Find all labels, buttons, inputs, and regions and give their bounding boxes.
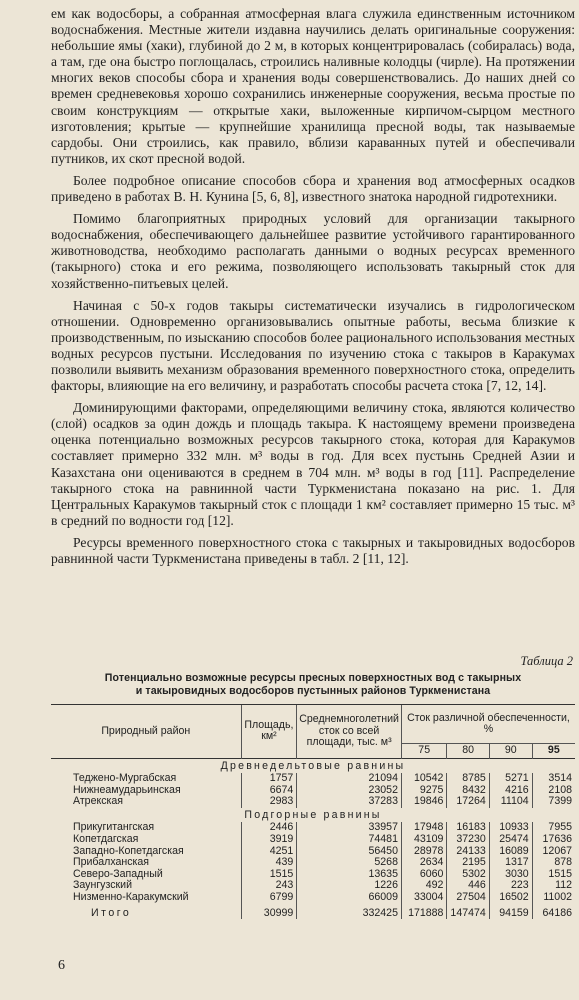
area-value: 3919	[241, 834, 297, 846]
p80-value: 17264	[447, 796, 489, 808]
table-title-line: и такыровидных водосборов пустынных районов Туркменистана	[135, 685, 491, 697]
area-value: 2446	[241, 822, 297, 834]
area-value: 243	[241, 880, 297, 892]
paragraph: Более подробное описание способов сбора и хранения вод атмосферных осадков приведено в работах В. Н. Кунина [5, 6, 8], известного знатока народной гидротехники.	[51, 172, 575, 205]
paragraph: Помимо благоприятных природных условий для организации такырного водоснабжения, обеспечивающего дальнейшее развитие устойчивого гарантированного животноводства, необходимо располагать данными о водных ресурсах временного (такырного) стока и его режима, позволяющего использовать такырный сток для хозяйственно-питьевых целей.	[51, 211, 575, 291]
region-name: Северо-Западный	[73, 867, 163, 880]
p90-value: 94159	[489, 904, 532, 920]
p80-value: 446	[447, 880, 489, 892]
p95-value: 878	[532, 857, 575, 869]
p75-value: 19846	[401, 796, 446, 808]
mean-value: 66009	[297, 892, 402, 904]
area-value: 439	[241, 857, 297, 869]
paragraph: Ресурсы временного поверхностного стока с такырных и такыровидных водосборов равнинной части Туркменистана приведены в табл. 2 [11, 12].	[51, 534, 575, 566]
p75-value: 28978	[401, 846, 446, 858]
header-p75: 75	[401, 744, 446, 759]
table-row	[51, 892, 575, 904]
runoff-table	[51, 704, 575, 919]
p80-value: 37230	[447, 834, 489, 846]
p75-value: 6060	[401, 869, 446, 881]
section-title: Древнедельтовые равнины	[220, 759, 406, 772]
p95-value: 2108	[532, 785, 575, 797]
p95-value: 1515	[532, 869, 575, 881]
header-area: Площадь, км²	[241, 705, 297, 759]
p80-value: 8785	[447, 773, 489, 785]
p95-value: 12067	[532, 846, 575, 858]
region-name: Заунгузский	[73, 879, 132, 892]
p80-value: 2195	[447, 857, 489, 869]
paragraph: ем как водосборы, а собранная атмосферная влага служила единственным источником водоснабжения. Местные жители издавна научились делать оригинальные сооружения: небольшие ямы (хаки), глубиной до 2 м, в которых концентрировалась (собиралась) вода, а там, где она быстро поглощалась, строились наливные колодцы (чирле). На протяжении многих веков способы сбора и хранения воды совершенствовались. До наших дней со времен средневековья хорошо сохранились инженерные сооружения, весьма простые по своим конструкциям — открытые хаки, выложенные кирпичом-сырцом местного изготовления; крытые — крупнейшие хранилища пресной воды, так называемые сардобы. Они строились, как правило, вблизи караванных путей и обеспечивали путников, их скот пресной водой.	[51, 6, 575, 166]
region-name: Атрекская	[73, 795, 124, 808]
mean-value: 23052	[297, 785, 402, 797]
total-row	[51, 904, 575, 920]
p95-value: 7955	[532, 822, 575, 834]
table-body	[51, 758, 575, 919]
mean-value: 56450	[297, 846, 402, 858]
header-region: Природный район	[51, 705, 241, 759]
p75-value: 17948	[401, 822, 446, 834]
header-p90: 90	[489, 744, 532, 759]
section-title: Подгорные равнины	[244, 808, 382, 821]
area-value: 30999	[241, 904, 297, 920]
region-name: Нижнеамударьинская	[73, 783, 181, 796]
table-title-line: Потенциально возможные ресурсы пресных поверхностных вод с такырных	[104, 672, 522, 684]
p90-value: 4216	[489, 785, 532, 797]
p90-value: 25474	[489, 834, 532, 846]
p90-value: 16089	[489, 846, 532, 858]
p90-value: 1317	[489, 857, 532, 869]
p95-value: 3514	[532, 773, 575, 785]
header-mean-runoff: Среднемноголетний сток со всей площади, тыс. м³	[297, 705, 402, 759]
region-name: Западно-Копетдагская	[73, 844, 184, 857]
header-p95: 95	[532, 744, 575, 759]
region-name: Прибалханская	[73, 856, 150, 869]
mean-value: 21094	[297, 773, 402, 785]
region-name: Теджено-Мургабская	[73, 772, 177, 785]
p80-value: 24133	[447, 846, 489, 858]
area-value: 2983	[241, 796, 297, 808]
mean-value: 13635	[297, 869, 402, 881]
p90-value: 223	[489, 880, 532, 892]
region-name: Низменно-Каракумский	[73, 891, 189, 904]
body-text	[51, 6, 575, 573]
area-value: 1515	[241, 869, 297, 881]
p75-value: 492	[401, 880, 446, 892]
table-row	[51, 785, 575, 797]
paragraph: Доминирующими факторами, определяющими величину стока, являются количество (слой) осадков за один дождь и площадь такыра. К настоящему времени произведена оценка потенциально возможных ресурсов такырного стока, которая для Каракумов составляет примерно 332 млн. м³ воды в год. Для всех пустынь Средней Азии и Казахстана они оцениваются в среднем в 704 млн. м³ воды в год [11]. Распределение такырного стока на равнинной части Туркменистана показано на рис. 1. Для Центральных Каракумов такырный сток с площади 1 км² составляет примерно 15 тыс. м³ в средний по водности год [12].	[51, 400, 575, 528]
p75-value: 10542	[401, 773, 446, 785]
p80-value: 147474	[447, 904, 489, 920]
p75-value: 2634	[401, 857, 446, 869]
mean-value: 1226	[297, 880, 402, 892]
p90-value: 10933	[489, 822, 532, 834]
p75-value: 33004	[401, 892, 446, 904]
region-name: Прикугитангская	[73, 821, 155, 834]
p90-value: 16502	[489, 892, 532, 904]
mean-value: 332425	[297, 904, 402, 920]
p75-value: 43109	[401, 834, 446, 846]
p80-value: 16183	[447, 822, 489, 834]
table-row	[51, 773, 575, 785]
mean-value: 5268	[297, 857, 402, 869]
p90-value: 5271	[489, 773, 532, 785]
header-runoff-probability: Сток различной обеспеченности, %	[401, 705, 575, 744]
p75-value: 171888	[401, 904, 446, 920]
section-row	[51, 758, 575, 773]
paragraph: Начиная с 50-х годов такыры систематически изучались в гидрологическом отношении. Одновременно организовывались опытные работы, весьма близкие к производственным, по изысканию способов более рационального использования местных водных ресурсов пустыни. Исследования по изучению стока с такыров в Каракумах позволили выявить механизм образования временного поверхностного стока, определить факторы, влияющие на его величину, и разработать способы расчета стока [7, 12, 14].	[51, 297, 575, 394]
p95-value: 17636	[532, 834, 575, 846]
table-title	[51, 672, 575, 698]
table-row	[51, 796, 575, 808]
p80-value: 27504	[447, 892, 489, 904]
p95-value: 11002	[532, 892, 575, 904]
area-value: 6674	[241, 785, 297, 797]
table-row	[51, 834, 575, 846]
p90-value: 3030	[489, 869, 532, 881]
total-label: Итого	[91, 906, 132, 919]
p95-value: 7399	[532, 796, 575, 808]
page-number: 6	[58, 958, 65, 973]
region-name: Копетдагская	[73, 833, 139, 846]
p95-value: 64186	[532, 904, 575, 920]
area-value: 1757	[241, 773, 297, 785]
mean-value: 74481	[297, 834, 402, 846]
p95-value: 112	[532, 880, 575, 892]
mean-value: 37283	[297, 796, 402, 808]
p80-value: 8432	[447, 785, 489, 797]
mean-value: 33957	[297, 822, 402, 834]
header-p80: 80	[447, 744, 489, 759]
table-label: Таблица 2	[520, 654, 573, 668]
p90-value: 11104	[489, 796, 532, 808]
p75-value: 9275	[401, 785, 446, 797]
area-value: 4251	[241, 846, 297, 858]
section-row	[51, 808, 575, 823]
p80-value: 5302	[447, 869, 489, 881]
area-value: 6799	[241, 892, 297, 904]
